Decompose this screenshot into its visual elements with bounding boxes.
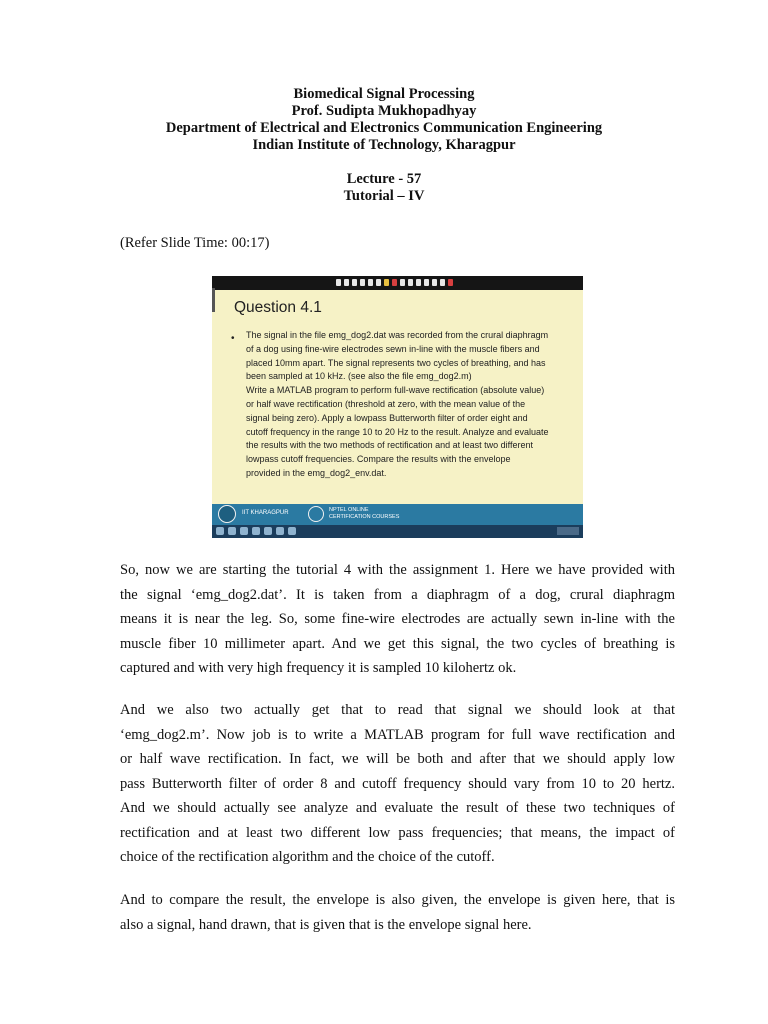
text-line: And we should actually see analyze and evaluate the result of these two techniques of [120, 800, 675, 816]
text-line: So, now we are starting the tutorial 4 with the assignment 1. Here we have provided with [120, 562, 675, 578]
nptel-logo-icon [308, 506, 324, 522]
slide-title: Question 4.1 [234, 299, 322, 316]
slide-line: cutoff frequency in the range 10 to 20 Hz to the result. Analyze and evaluate [246, 426, 549, 437]
tutorial-number: Tutorial – IV [343, 188, 425, 204]
text-line: And we also two actually get that to read that signal we should look at that [120, 702, 675, 718]
text-line: or half wave rectification. In fact, we will be both and after that we should apply low [120, 751, 675, 767]
lecture-heading [0, 171, 768, 205]
slide-line: of a dog using fine-wire electrodes sewn in-line with the muscle fibers and [246, 343, 540, 354]
course-title: Biomedical Signal Processing [293, 86, 475, 102]
slide-line: lowpass cutoff frequencies. Compare the results with the envelope [246, 454, 511, 465]
slide-line: or half wave rectification (threshold at zero, with the mean value of the [246, 398, 526, 409]
windows-taskbar [212, 525, 583, 538]
iit-logo-icon [218, 505, 236, 523]
paragraph-2 [120, 698, 675, 870]
slide-edge-marker [212, 288, 215, 312]
text-line: ‘emg_dog2.m’. Now job is to write a MATLAB program for full wave rectification and [120, 726, 675, 743]
professor-name: Prof. Sudipta Mukhopadhyay [291, 103, 477, 119]
slide-body-text [246, 329, 582, 481]
taskbar-icons [216, 527, 296, 535]
text-line: the signal ‘emg_dog2.dat’. It is taken from a diaphragm of a dog, crural diaphragm [120, 586, 675, 603]
slide-line: been sampled at 10 kHz. (see also the file emg_dog2.m) [246, 371, 472, 382]
bullet-icon: • [231, 333, 235, 344]
slide-line: provided in the emg_dog2_env.dat. [246, 467, 387, 478]
toolbar-icons [336, 279, 453, 286]
paragraph-1 [120, 558, 675, 681]
lecture-number: Lecture - 57 [346, 171, 422, 187]
institute-name: Indian Institute of Technology, Kharagpur [252, 137, 516, 153]
refer-slide-time: (Refer Slide Time: 00:17) [120, 235, 270, 251]
text-line: also a signal, hand drawn, that is given that is the envelope signal here. [120, 916, 532, 933]
slide-line: signal being zero). Apply a lowpass Butterworth filter of order eight and [246, 412, 528, 423]
slide-footer-banner [212, 504, 583, 525]
document-header [0, 86, 768, 154]
text-line: captured and with very high frequency it is sampled 10 kilohertz ok. [120, 660, 517, 676]
system-tray [557, 527, 579, 535]
text-line: pass Butterworth filter of order 8 and cutoff frequency should vary from 10 to 20 hertz. [120, 775, 675, 792]
slide-line: placed 10mm apart. The signal represents two cycles of breathing, and has [246, 357, 546, 368]
slide-line: Write a MATLAB program to perform full-wave rectification (absolute value) [246, 385, 545, 396]
text-line: muscle fiber 10 millimeter apart. And we get this signal, the two cycles of breathing is [120, 635, 675, 652]
text-line: rectification and at least two different low pass frequencies; that means, the impact of [120, 824, 675, 841]
institute-footer-label: IIT KHARAGPUR [242, 510, 289, 516]
slide-toolbar [212, 276, 583, 290]
paragraph-3 [120, 888, 675, 937]
lecture-slide-image [212, 276, 583, 538]
slide-line: The signal in the file emg_dog2.dat was recorded from the crural diaphragm [246, 330, 549, 340]
nptel-footer-label: NPTEL ONLINE CERTIFICATION COURSES [329, 507, 400, 520]
text-line: choice of the rectification algorithm and the choice of the cutoff. [120, 849, 495, 865]
department-name: Department of Electrical and Electronics Communication Engineering [165, 120, 603, 136]
text-line: And to compare the result, the envelope is also given, the envelope is given here, that is [120, 892, 675, 908]
text-line: means it is near the leg. So, some fine-wire electrodes are actually sewn in-line with the [120, 611, 675, 627]
slide-line: the results with the two methods of rectification and at least two different [246, 440, 533, 451]
